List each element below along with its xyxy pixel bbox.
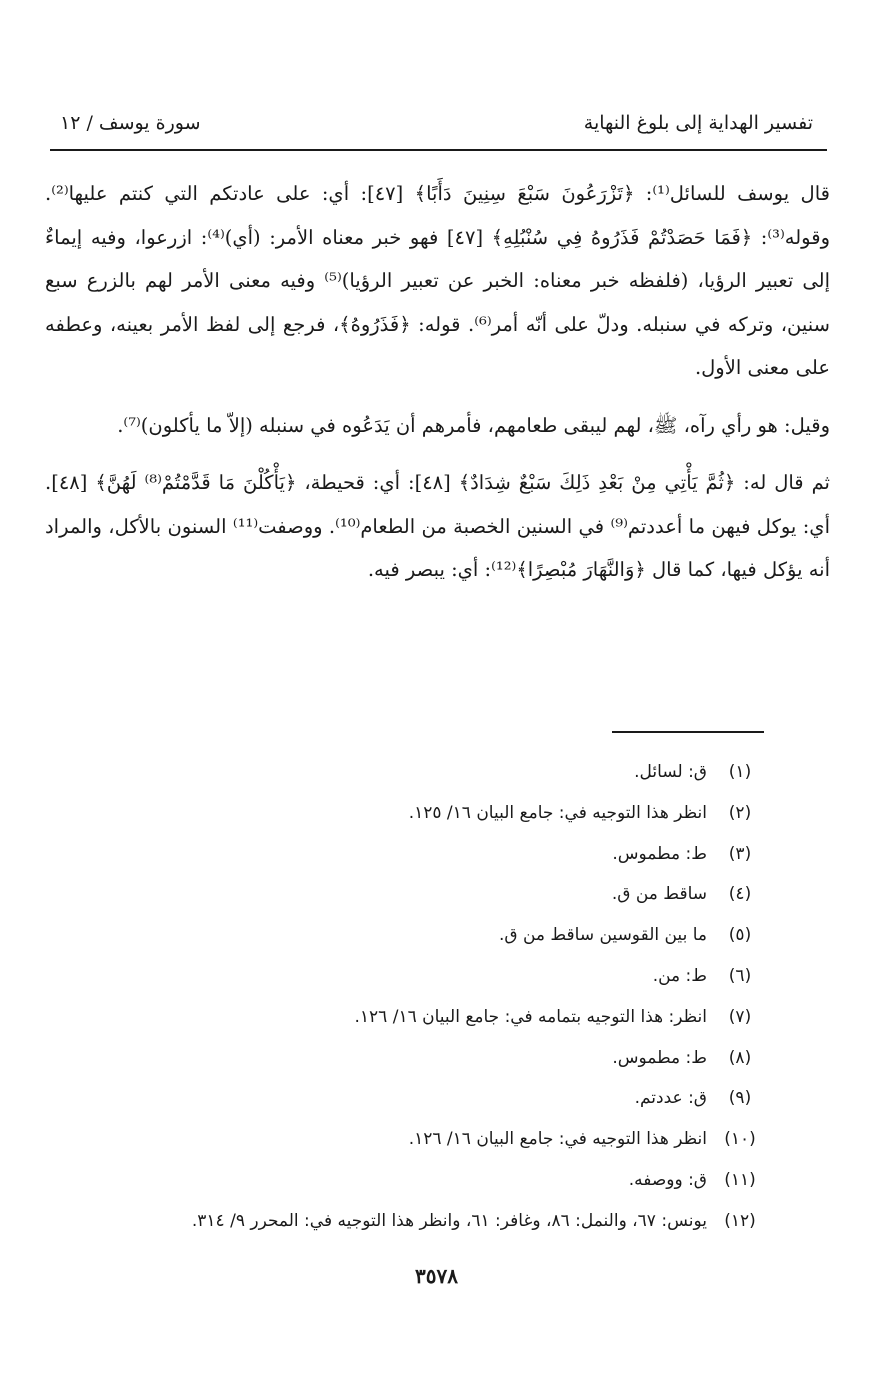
footnote [100, 798, 765, 839]
footnote-number: (٢) [728, 802, 752, 823]
surah-reference: سورة يوسف / ١٢ [60, 112, 201, 134]
footnote-text: ط: مطموس. [612, 843, 707, 864]
footnote-text: يونس: ٦٧، والنمل: ٨٦، وغافر: ٦١، وانظر هذا التوجيه في: المحرر ٩/ ٣١٤. [191, 1210, 707, 1231]
paragraph: ثم قال له: ﴿ثُمَّ يَأْتِي مِنْ بَعْدِ ذَلِكَ سَبْعٌ شِدَادٌ﴾ [٤٨]: أي: قحيطة، ﴿يَأْكُلْنَ مَا قَدَّمْتُمْ⁽⁸⁾ لَهُنَّ﴾ [٤٨]. أي: يوكل فيهن ما أعددتم⁽⁹⁾ في السنين الخصبة من الطعام⁽¹⁰⁾. ووصفت⁽¹¹⁾ السنون بالأكل، والمراد أنه يؤكل فيها، كما قال ﴿وَالنَّهَارَ مُبْصِرًا﴾⁽¹²⁾: أي: يبصر فيه. [45, 471, 830, 581]
footnote [100, 1002, 765, 1043]
footnote-text: ق: لسائل. [634, 762, 707, 782]
header-divider [50, 149, 827, 151]
footnote [100, 879, 765, 920]
footnote-text: ق: ووصفه. [628, 1169, 707, 1190]
footnote-text: انظر هذا التوجيه في: جامع البيان ١٦/ ١٢٥. [408, 802, 707, 823]
footnote-divider [612, 731, 764, 733]
footnote-number: (١١) [724, 1169, 756, 1190]
footnote-number: (٩) [728, 1088, 752, 1109]
footnote-number: (٦) [728, 965, 752, 986]
footnote [100, 757, 765, 798]
page-number: ٣٥٧٨ [415, 1264, 458, 1288]
footnote [100, 1043, 765, 1084]
footnote-text: ما بين القوسين ساقط من ق. [498, 925, 707, 946]
footnote-number: (٣) [728, 843, 752, 864]
footnote-number: (١٢) [724, 1210, 756, 1231]
footnote-number: (٨) [728, 1047, 752, 1068]
footnote-text: ط: من. [652, 965, 707, 986]
footnote [100, 1206, 765, 1247]
paragraph: قال يوسف للسائل⁽¹⁾: ﴿تَزْرَعُونَ سَبْعَ سِنِينَ دَأَبًا﴾ [٤٧]: أي: على عادتكم التي كنتم عليها⁽²⁾. وقوله⁽³⁾: ﴿فَمَا حَصَدْتُمْ فَذَرُوهُ فِي سُنْبُلِهِ﴾ [٤٧] فهو خبر معناه الأمر: (أي)⁽⁴⁾: ازرعوا، وفيه إيماءٌ إلى تعبير الرؤيا، (فلفظه خبر معناه: الخبر عن تعبير الرؤيا)⁽⁵⁾ وفيه معنى الأمر لهم بالزرع سبع سنين، وتركه في سنبله. ودلّ على أنّه أمر⁽⁶⁾. قوله: ﴿فَذَرُوهُ﴾، فرجع إلى لفظ الأمر بعينه، وعطفه على معنى الأول. [45, 182, 831, 379]
paragraph: وقيل: هو رأي رآه، ﷺ، لهم ليبقى طعامهم، فأمرهم أن يَدَعُوه في سنبله (إلاّ ما يأكلون)⁽⁷⁾. [117, 413, 830, 437]
footnote-number: (٥) [728, 925, 752, 946]
footnote-number: (١٠) [724, 1129, 756, 1150]
footnote-number: (٤) [728, 884, 752, 905]
footnote [100, 1124, 765, 1165]
footnote-text: ق: عددتم. [634, 1088, 707, 1109]
footnote [100, 839, 765, 880]
book-title: تفسير الهداية إلى بلوغ النهاية [583, 112, 813, 134]
footnote-number: (٧) [728, 1006, 752, 1027]
commentary-body [45, 172, 830, 592]
footnote-text: انظر هذا التوجيه في: جامع البيان ١٦/ ١٢٦. [408, 1129, 707, 1150]
running-header [50, 112, 823, 142]
footnote [100, 961, 765, 1002]
footnote-text: ط: مطموس. [612, 1047, 707, 1068]
footnote [100, 1083, 765, 1124]
footnote-number: (١) [728, 762, 752, 782]
footnotes-list [100, 757, 765, 1247]
footnote [100, 920, 765, 961]
footnote [100, 1165, 765, 1206]
footnote-text: انظر: هذا التوجيه بتمامه في: جامع البيان ١٦/ ١٢٦. [354, 1006, 707, 1027]
footnote-text: ساقط من ق. [611, 884, 707, 905]
